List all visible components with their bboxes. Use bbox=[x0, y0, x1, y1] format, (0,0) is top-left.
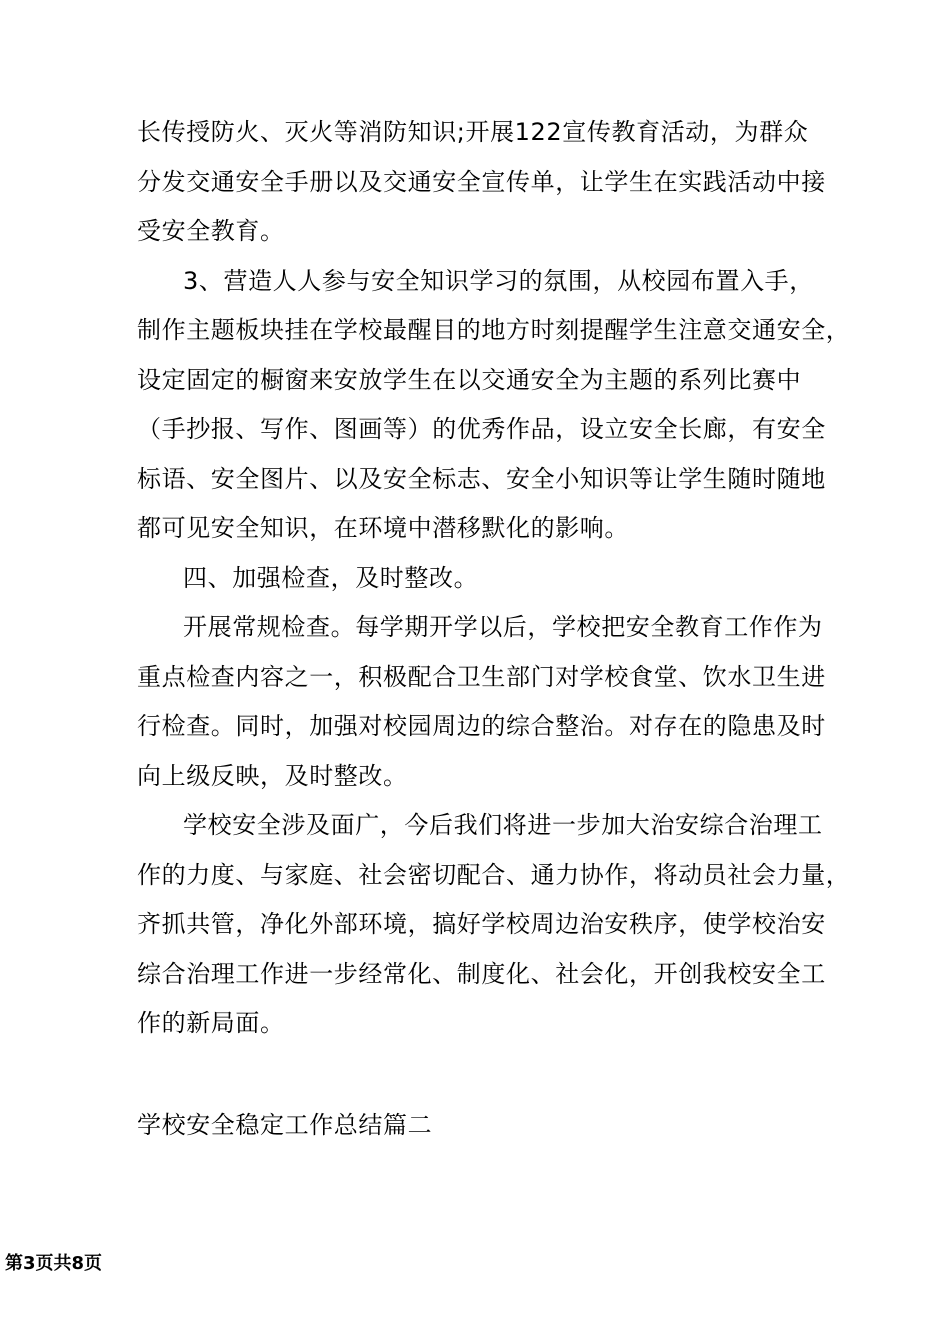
paragraph-4 bbox=[137, 603, 837, 801]
section-title: 学校安全稳定工作总结篇二 bbox=[137, 1111, 433, 1139]
text-line: 受安全教育。 bbox=[137, 217, 285, 245]
paragraph-1 bbox=[137, 108, 837, 257]
text-line: 开展常规检查。每学期开学以后，学校把安全教育工作作为 bbox=[183, 613, 823, 641]
text-line: 都可见安全知识，在环境中潜移默化的影响。 bbox=[137, 514, 629, 542]
paragraph-3 bbox=[137, 554, 837, 604]
text-line: 作的新局面。 bbox=[137, 1009, 285, 1037]
text-line: 向上级反映，及时整改。 bbox=[137, 761, 408, 790]
text-line: 作的力度、与家庭、社会密切配合、通力协作，将动员社会力量， bbox=[137, 860, 851, 889]
paragraph-5 bbox=[137, 801, 851, 1049]
text-line: 标语、安全图片、以及安全标志、安全小知识等让学生随时随地 bbox=[137, 464, 826, 493]
paragraph-2 bbox=[137, 257, 851, 554]
text-line: 长传授防火、灭火等消防知识;开展122宣传教育活动，为群众 bbox=[137, 118, 809, 146]
text-line: 设定固定的橱窗来安放学生在以交通安全为主题的系列比赛中 bbox=[137, 365, 802, 394]
text-line: 重点检查内容之一，积极配合卫生部门对学校食堂、饮水卫生进 bbox=[137, 662, 826, 691]
text-line: （手抄报、写作、图画等）的优秀作品，设立安全长廊，有安全 bbox=[137, 415, 826, 443]
page-number-footer: 第3页共8页 bbox=[5, 1253, 103, 1274]
text-line: 分发交通安全手册以及交通安全宣传单，让学生在实践活动中接 bbox=[137, 167, 826, 196]
section-heading: 四、加强检查，及时整改。 bbox=[183, 563, 479, 592]
text-line: 制作主题板块挂在学校最醒目的地方时刻提醒学生注意交通安全， bbox=[137, 316, 851, 344]
document-body bbox=[137, 108, 851, 1049]
text-line: 齐抓共管，净化外部环境，搞好学校周边治安秩序，使学校治安 bbox=[137, 910, 826, 938]
text-line: 学校安全涉及面广，今后我们将进一步加大治安综合治理工 bbox=[183, 811, 823, 839]
text-line: 综合治理工作进一步经常化、制度化、社会化，开创我校安全工 bbox=[137, 959, 826, 988]
text-line: 3、营造人人参与安全知识学习的氛围，从校园布置入手， bbox=[183, 266, 814, 295]
text-line: 行检查。同时，加强对校园周边的综合整治。对存在的隐患及时 bbox=[137, 712, 826, 740]
